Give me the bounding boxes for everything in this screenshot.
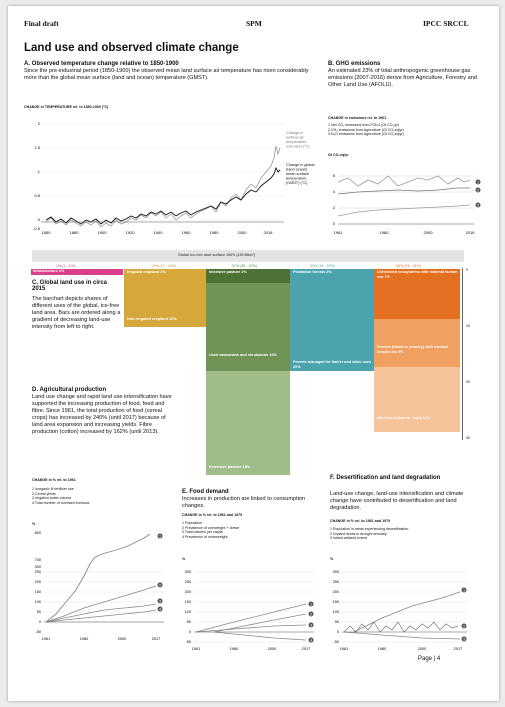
panel-b-unit: Gt CO₂eq/yr xyxy=(328,153,349,157)
bar-managed-label: Forests managed for timber and other uses 20% xyxy=(293,360,372,369)
svg-text:800: 800 xyxy=(34,531,41,535)
svg-text:300: 300 xyxy=(332,570,339,574)
panel-f-legend xyxy=(330,527,490,541)
f-legend-1: 1 Population in areas experiencing desertification xyxy=(330,527,409,531)
e-legend-3: 3 Total calories per capita xyxy=(182,530,223,534)
svg-text:2000: 2000 xyxy=(417,647,427,651)
legend-item-2: 2 CH₄ emissions from Agriculture (Gt CO₂eq/yr) xyxy=(328,127,404,132)
seg-range-plantation: 22% (16 - 23%) xyxy=(310,264,335,268)
header-left: Final draft xyxy=(24,19,59,28)
bar-unforested-label: Unforested ecosystems with minimal human use 7% xyxy=(377,270,458,279)
legend-item-3: 3 N₂O emissions from Agriculture (Gt CO₂eq/yr) xyxy=(328,132,404,136)
e-legend-2: 2 Prevalence of overweight + obese xyxy=(182,525,240,530)
svg-text:2017: 2017 xyxy=(301,647,311,651)
bar-savannah-label: Used savannahs and shrublands 16% xyxy=(209,353,277,357)
axis-0: 0 xyxy=(466,268,468,272)
svg-text:1961: 1961 xyxy=(333,230,343,235)
f-legend-3: 3 Inland wetland extent xyxy=(330,536,367,540)
d-legend-4: 4 Total number of ruminant livestock xyxy=(32,500,90,505)
bar-plantation-label: Plantation forests 2% xyxy=(293,270,332,274)
bar-extensive-pasture xyxy=(206,371,290,475)
bar-savannah xyxy=(206,283,290,371)
legend-gmst: Change in global (land-ocean) mean surface temperature (GMST) (°C) xyxy=(286,163,315,185)
d-legend-1: 1 Inorganic N fertiliser use xyxy=(32,487,74,491)
page-number: Page | 4 xyxy=(418,656,441,662)
svg-text:3: 3 xyxy=(309,623,313,628)
svg-text:2018: 2018 xyxy=(263,230,273,235)
panel-b-legend xyxy=(328,123,498,137)
f-legend-2: 2 Dryland areas in drought annually xyxy=(330,531,387,536)
bar-intact-label: Forests (intact or primary) with minimal human use 9% xyxy=(377,345,449,354)
agri-series-1 xyxy=(46,534,150,622)
svg-text:250: 250 xyxy=(34,570,41,574)
svg-text:2: 2 xyxy=(332,205,335,210)
bar-unforested xyxy=(374,269,460,319)
seg-range-irrigated: 12% (12 - 14%) xyxy=(151,264,176,268)
agri-chart xyxy=(24,528,174,648)
panel-d-legend xyxy=(32,487,172,505)
series-land-line xyxy=(46,146,280,227)
svg-text:1980: 1980 xyxy=(377,647,387,651)
ytick-1: 1 xyxy=(37,169,40,174)
svg-text:1: 1 xyxy=(309,602,313,607)
svg-text:1980: 1980 xyxy=(229,647,239,651)
panel-b-text: An estimated 23% of total anthropogenic greenhouse gas emissions (2007-2016) derive from Agriculture, Forestry and Other Land Use (AFOLU). xyxy=(328,68,477,88)
svg-text:250: 250 xyxy=(332,580,339,584)
ytick-2: 2 xyxy=(37,121,40,126)
bar-extensive-label: Extensive pasture 19% xyxy=(209,465,251,469)
svg-text:2: 2 xyxy=(476,188,480,193)
svg-text:200: 200 xyxy=(184,590,191,594)
panel-e-unit: % xyxy=(182,557,186,561)
svg-text:4: 4 xyxy=(309,638,313,643)
svg-text:6: 6 xyxy=(332,173,335,178)
svg-text:50: 50 xyxy=(36,610,41,614)
seg-range-infrastructure: 1% (1 - 1%) xyxy=(56,264,75,268)
temperature-chart xyxy=(16,114,315,240)
panel-f-heading: F. Desertification and land degradation xyxy=(330,475,441,481)
svg-text:2: 2 xyxy=(462,624,466,629)
food-series-4 xyxy=(214,632,306,640)
svg-text:2000: 2000 xyxy=(423,230,433,235)
svg-text:1880: 1880 xyxy=(69,230,79,235)
svg-text:1960: 1960 xyxy=(181,230,191,235)
svg-text:150: 150 xyxy=(332,600,339,604)
svg-text:100: 100 xyxy=(34,600,41,604)
svg-text:50: 50 xyxy=(186,620,191,624)
svg-text:100: 100 xyxy=(332,610,339,614)
svg-text:1920: 1920 xyxy=(125,230,135,235)
panel-a-text: Since the pre-industrial period (1850-1900) the observed mean land surface air temperature has risen considerably more than the global mean surface (land and ocean) temperature (GMST). xyxy=(24,68,309,81)
panel-d-heading: D. Agricultural production xyxy=(32,387,107,393)
svg-text:0: 0 xyxy=(336,630,339,634)
d-legend-3: 3 Irrigation water volume xyxy=(32,496,72,500)
temperature-grid xyxy=(41,124,284,220)
bar-infrastructure xyxy=(31,269,123,275)
bar-plantation xyxy=(290,269,374,371)
svg-text:1961: 1961 xyxy=(191,647,201,651)
svg-text:0: 0 xyxy=(332,221,335,226)
bar-irrigated-label: Irrigated cropland 2% xyxy=(127,270,166,274)
svg-text:50: 50 xyxy=(334,620,339,624)
food-chart xyxy=(174,566,324,651)
land-bar-title: Global Ice-free land surface 100% (130 Mkm²) xyxy=(178,253,256,257)
svg-text:1961: 1961 xyxy=(41,637,51,641)
axis-10: 10 xyxy=(466,324,470,328)
bar-other-land xyxy=(374,367,460,432)
temperature-xticks xyxy=(42,230,274,235)
svg-text:0: 0 xyxy=(38,620,41,624)
bar-intensive-pasture xyxy=(206,269,290,283)
e-legend-4: 4 Prevalence of underweight xyxy=(182,534,228,539)
panel-c-text: The barchart depicts shares of different uses of the global, ice-free land area. Bars are ordered along a gradient of decreasing land-use intensity from left to right. xyxy=(32,296,121,330)
bar-infrastructure-label: Infrastructure 1% xyxy=(33,269,65,273)
svg-text:2000: 2000 xyxy=(267,647,277,651)
svg-text:700: 700 xyxy=(34,558,41,562)
agri-series-4 xyxy=(46,610,156,622)
svg-text:-50: -50 xyxy=(333,640,339,644)
panel-a-axis-title: CHANGE in TEMPERATURE rel. to 1850-1900 (°C) xyxy=(24,105,109,109)
deg-series-3 xyxy=(344,632,460,639)
svg-text:0: 0 xyxy=(188,630,191,634)
svg-text:4: 4 xyxy=(332,189,335,194)
svg-text:1980: 1980 xyxy=(379,230,389,235)
panel-d-text: Land use change and rapid land use intensification have supported the increasing production of food, feed and fibre. Since 1961, the total production of food (cereal crops) has increased by 240% (until 2017) because of land area expansion and increasing yields. Fibre production (cotton) increased by 162% (until 2013). xyxy=(32,394,172,435)
food-series-3 xyxy=(196,625,306,632)
svg-text:1940: 1940 xyxy=(153,230,163,235)
bar-other-label: Other land (barren, rock) 12% xyxy=(377,416,431,420)
panel-f-sub: CHANGE in % rel. to 1961 and 1970 xyxy=(330,519,391,523)
svg-text:1961: 1961 xyxy=(339,647,349,651)
svg-text:300: 300 xyxy=(34,565,41,569)
panel-e-heading: E. Food demand xyxy=(182,489,229,495)
panel-e-text: Increases in production are linked to consumption changes. xyxy=(182,496,306,509)
axis-30: 30 xyxy=(466,436,470,440)
ghg-series-3 xyxy=(338,205,470,216)
header-right: IPCC SRCCL xyxy=(423,19,469,28)
panel-d-unit: % xyxy=(32,522,36,526)
header-center: SPM xyxy=(246,19,262,28)
svg-text:2: 2 xyxy=(309,612,313,617)
svg-text:1: 1 xyxy=(462,588,466,593)
degradation-chart xyxy=(322,566,482,651)
svg-text:300: 300 xyxy=(184,570,191,574)
panel-e-sub: CHANGE in % rel. to 1961 and 1975 xyxy=(182,513,243,517)
legend-item-1: 1 Net CO₂ emissions from FOLU (Gt CO₂/yr) xyxy=(328,123,400,127)
svg-text:150: 150 xyxy=(184,600,191,604)
svg-text:3: 3 xyxy=(158,599,162,604)
ytick-0: 0 xyxy=(37,217,40,222)
document-page xyxy=(8,6,499,701)
svg-text:1: 1 xyxy=(158,534,162,539)
ghg-chart xyxy=(324,164,494,244)
panel-b-heading: B. GHG emissions xyxy=(328,61,381,67)
panel-c-heading: C. Global land use in circa 2015 xyxy=(32,280,108,292)
svg-text:2: 2 xyxy=(158,583,162,588)
panel-b-sub: CHANGE in emissions rel. to 1961 xyxy=(328,116,387,120)
seg-range-unforested: 28% (24 - 31%) xyxy=(396,264,421,268)
panel-f-unit: % xyxy=(330,557,334,561)
svg-text:1: 1 xyxy=(476,180,480,185)
svg-text:250: 250 xyxy=(184,580,191,584)
e-legend-1: 1 Population xyxy=(182,521,202,525)
axis-20: 20 xyxy=(466,380,470,384)
panel-f-text: Land-use change, land-use intensification and climate change have contributed to desertification and land degradation. xyxy=(330,491,464,511)
svg-text:3: 3 xyxy=(476,203,480,208)
svg-text:2000: 2000 xyxy=(117,637,127,641)
ytick-neg0.5: -0.5 xyxy=(33,226,40,231)
svg-text:200: 200 xyxy=(332,590,339,594)
svg-text:-50: -50 xyxy=(185,640,191,644)
svg-text:1980: 1980 xyxy=(209,230,219,235)
svg-text:1850: 1850 xyxy=(41,230,51,235)
ghg-series-2 xyxy=(338,188,470,194)
bar-irrigated xyxy=(124,269,206,327)
d-legend-2: 2 Cereal yields xyxy=(32,491,56,496)
ghg-series-1 xyxy=(338,176,470,186)
svg-text:100: 100 xyxy=(184,610,191,614)
svg-text:2017: 2017 xyxy=(151,637,161,641)
svg-text:200: 200 xyxy=(34,580,41,584)
ytick-0.5: 0.5 xyxy=(34,193,40,198)
svg-text:-50: -50 xyxy=(35,630,41,634)
svg-text:150: 150 xyxy=(34,590,41,594)
svg-text:2000: 2000 xyxy=(237,230,247,235)
svg-text:3: 3 xyxy=(462,637,466,642)
svg-text:2017: 2017 xyxy=(453,647,463,651)
panel-a-heading: A. Observed temperature change relative to 1850-1900 xyxy=(24,61,179,67)
svg-text:1900: 1900 xyxy=(97,230,107,235)
svg-text:1980: 1980 xyxy=(79,637,89,641)
page-title: Land use and observed climate change xyxy=(24,42,239,54)
bar-intensive-label: Intensive pasture 2% xyxy=(209,270,247,274)
seg-range-pasture: 37% (30 - 47%) xyxy=(232,264,257,268)
deg-series-2 xyxy=(344,622,458,632)
ytick-1.5: 1.5 xyxy=(34,145,40,150)
panel-e-legend xyxy=(182,521,322,539)
svg-text:2016: 2016 xyxy=(465,230,475,235)
bar-intact-forest xyxy=(374,319,460,367)
legend-land: Change in surface air temperature over land (°C) xyxy=(286,131,310,149)
svg-text:4: 4 xyxy=(158,607,162,612)
land-bar-axis xyxy=(462,268,463,440)
bar-nonirrigated-label: Non-irrigated cropland 10% xyxy=(127,317,177,321)
panel-d-sub: CHANGE in % rel. to 1961 xyxy=(32,478,76,482)
